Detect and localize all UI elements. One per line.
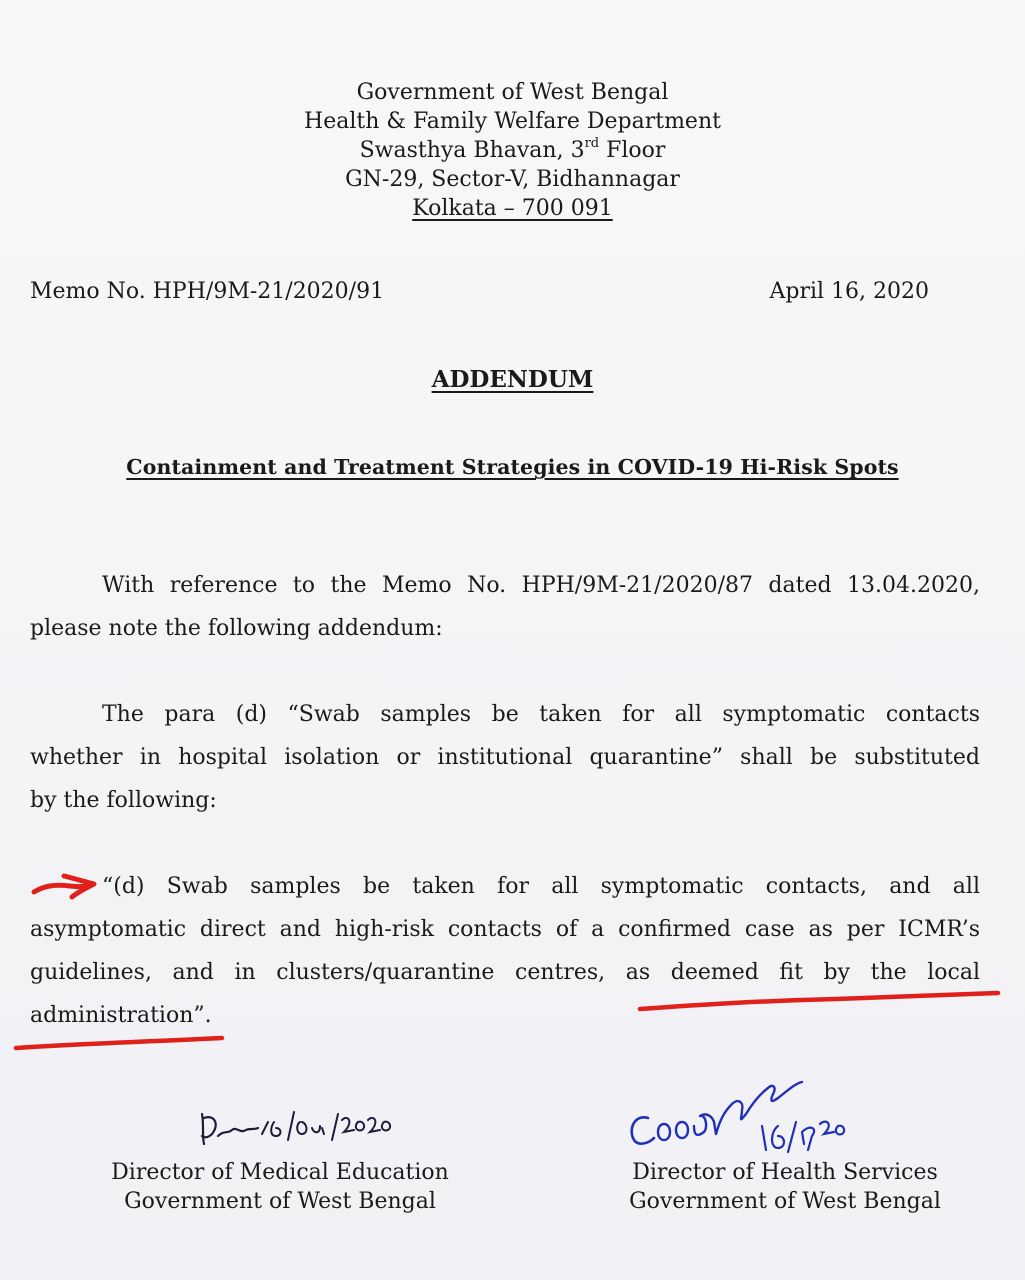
signatory-left-org: Government of West Bengal bbox=[124, 1189, 436, 1214]
signatory-left bbox=[80, 1158, 480, 1216]
paragraph-substituted-line: guidelines, and in clusters/quarantine centres, as deemed fit by the local bbox=[30, 960, 980, 985]
paragraph-original-clause bbox=[30, 693, 980, 822]
document-title: ADDENDUM bbox=[431, 366, 594, 393]
subject-row bbox=[0, 455, 1025, 479]
paragraph-substituted-line: “(d) Swab samples be taken for all symptomatic contacts, and all bbox=[102, 874, 980, 899]
paragraph-original-line: by the following: bbox=[30, 788, 217, 813]
letterhead-government: Government of West Bengal bbox=[356, 80, 669, 105]
memo-number: Memo No. HPH/9M-21/2020/91 bbox=[30, 279, 385, 304]
red-underline-mark bbox=[636, 987, 1006, 1017]
letterhead-building-floor: Floor bbox=[599, 138, 666, 163]
signatory-right bbox=[585, 1158, 985, 1216]
memo-date: April 16, 2020 bbox=[769, 279, 929, 304]
letterhead-department: Health & Family Welfare Department bbox=[304, 109, 721, 134]
paragraph-reference bbox=[30, 564, 980, 650]
signatory-left-designation: Director of Medical Education bbox=[111, 1160, 449, 1185]
letterhead-building-sup: rd bbox=[584, 135, 600, 151]
title-row bbox=[0, 366, 1025, 393]
paragraph-original-line: whether in hospital isolation or institutional quarantine” shall be substituted bbox=[30, 745, 980, 770]
paragraph-original-line: The para (d) “Swab samples be taken for all symptomatic contacts bbox=[102, 702, 980, 727]
letterhead-city-row bbox=[0, 194, 1025, 223]
red-underline-mark bbox=[12, 1032, 232, 1056]
signatory-right-org: Government of West Bengal bbox=[629, 1189, 941, 1214]
letterhead-building bbox=[0, 136, 1025, 165]
signature-right-handwritten bbox=[620, 1074, 880, 1154]
signature-left-handwritten bbox=[196, 1100, 396, 1150]
red-arrow-icon bbox=[30, 870, 100, 900]
document-subject: Containment and Treatment Strategies in COVID-19 Hi-Risk Spots bbox=[126, 455, 899, 479]
paragraph-substituted-line: administration”. bbox=[30, 1003, 212, 1028]
paragraph-substituted-line: asymptomatic direct and high-risk contacts of a confirmed case as per ICMR’s bbox=[30, 917, 980, 942]
letterhead-city: Kolkata – 700 091 bbox=[412, 196, 613, 221]
paragraph-reference-line: please note the following addendum: bbox=[30, 616, 443, 641]
letterhead-building-text: Swasthya Bhavan, 3 bbox=[359, 138, 585, 163]
letterhead-sector: GN-29, Sector-V, Bidhannagar bbox=[345, 167, 680, 192]
paragraph-reference-line: With reference to the Memo No. HPH/9M-21/2020/87 dated 13.04.2020, bbox=[102, 573, 980, 598]
signatory-right-designation: Director of Health Services bbox=[632, 1160, 938, 1185]
